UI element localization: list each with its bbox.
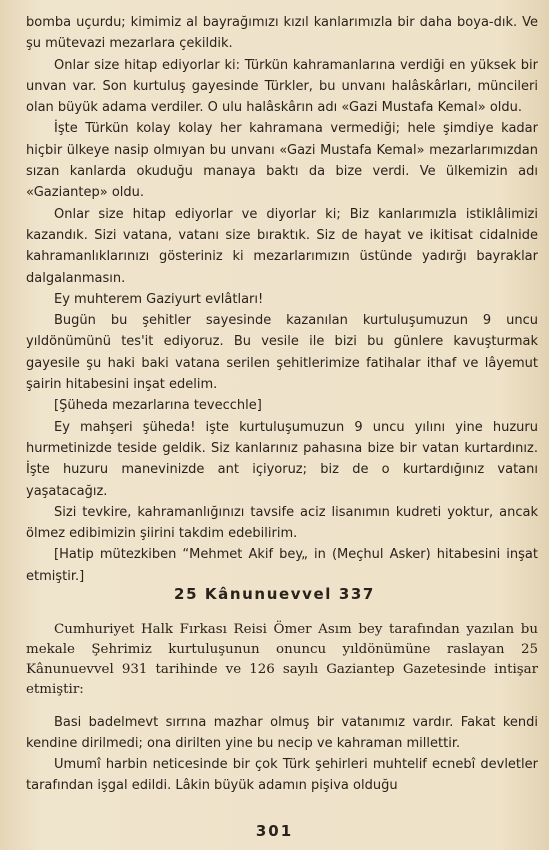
paragraph: Ey mahşeri şüheda! işte kurtuluşumuzun 9 uncu yılını yine huzuru hurmetinizde teside geldik. Siz kanlarınız pahasına bize bir vatan kurtardınız. İşte huzuru manevinizde ant içiyoruz; biz de o kurtardığınız vatanı yaşatacağız.	[26, 419, 538, 499]
stage-direction: [Şüheda mezarlarına tevecchle]	[54, 398, 262, 414]
paragraph: Basi badelmevt sırrına mazhar olmuş bir vatanımız vardır. Fakat kendi kendine dirilmedi; ona dirilten yine bu necip ve kahraman millettir.	[26, 715, 538, 751]
speech-text	[26, 12, 538, 587]
page-number: 301	[255, 822, 294, 840]
article-text	[26, 712, 538, 796]
paragraph: Ey muhterem Gaziyurt evlâtları!	[54, 291, 264, 307]
paragraph: bomba uçurdu; kimimiz al bayrağımızı kızıl kanlarımızla bir daha boya-dık. Ve şu mütevazi mezarlara çekildik.	[26, 15, 538, 52]
section-heading: 25 Kânunuevvel 337	[174, 585, 375, 603]
paragraph: Onlar size hitap ediyorlar ve diyorlar ki; Biz kanlarımızla istiklâlimizi kazandık. Sizi vatana, vatanı size bıraktık. Siz de hayat ve ikitisat cidalnide kahramanlıklarınızı gösteriniz ki mezarlarımızın üstünde yadırğı bayraklar dalgalanmasın.	[26, 206, 538, 286]
paragraph: Sizi tevkire, kahramanlığınızı tavsife aciz lisanımın kudreti yoktur, ancak ölmez edibimizin şiirini takdim edebilirim.	[26, 504, 538, 542]
paragraph: Onlar size hitap ediyorlar ki: Türkün kahramanlarına verdiği en yüksek bir unvan var. Son kurtuluş gayesinde Türkler, bu unvanı halâskârları, müncileri olan büyük adama verdiler. O ulu halâskârın adı «Gazi Mustafa Kemal» oldu.	[26, 57, 538, 116]
paragraph: Bugün bu şehitler sayesinde kazanılan kurtuluşumuzun 9 uncu yıldönümünü tes'it ediyoruz. Bu vesile ile bizi bu günlere kavuşturmak gayesile şu haki baki vatana serilen şehitlerimize fatihalar ithaf ve lâyemut şairin hitabesini inşat edelim.	[26, 313, 538, 393]
paragraph: Umumî harbin neticesinde bir çok Türk şehirleri muhtelif ecnebî devletler tarafından işgal edildi. Lâkin büyük adamın pişiva olduğu	[26, 757, 538, 793]
intro-text	[26, 620, 538, 700]
paragraph: Cumhuriyet Halk Fırkası Reisi Ömer Asım bey tarafından yazılan bu mekale Şehrimiz kurtuluşunun onuncu yıldönümüne raslayan 25 Kânunuevvel 931 tarihinde ve 126 sayılı Gaziantep Gazetesinde intişar etmiştir:	[26, 622, 538, 697]
paragraph: İşte Türkün kolay kolay her kahramana vermediği; hele şimdiye kadar hiçbir ülkeye nasip olmıyan bu unvanı «Gazi Mustafa Kemal» mezarlarımızdan sızan kanlarda okuduğu manaya baktı da bize verdi. Ve ülkemizin adı «Gaziantep» oldu.	[26, 121, 538, 201]
stage-direction: [Hatip mütezkiben “Mehmet Akif bey„ in (Meçhul Asker) hitabesini inşat etmiştir.]	[26, 547, 538, 584]
